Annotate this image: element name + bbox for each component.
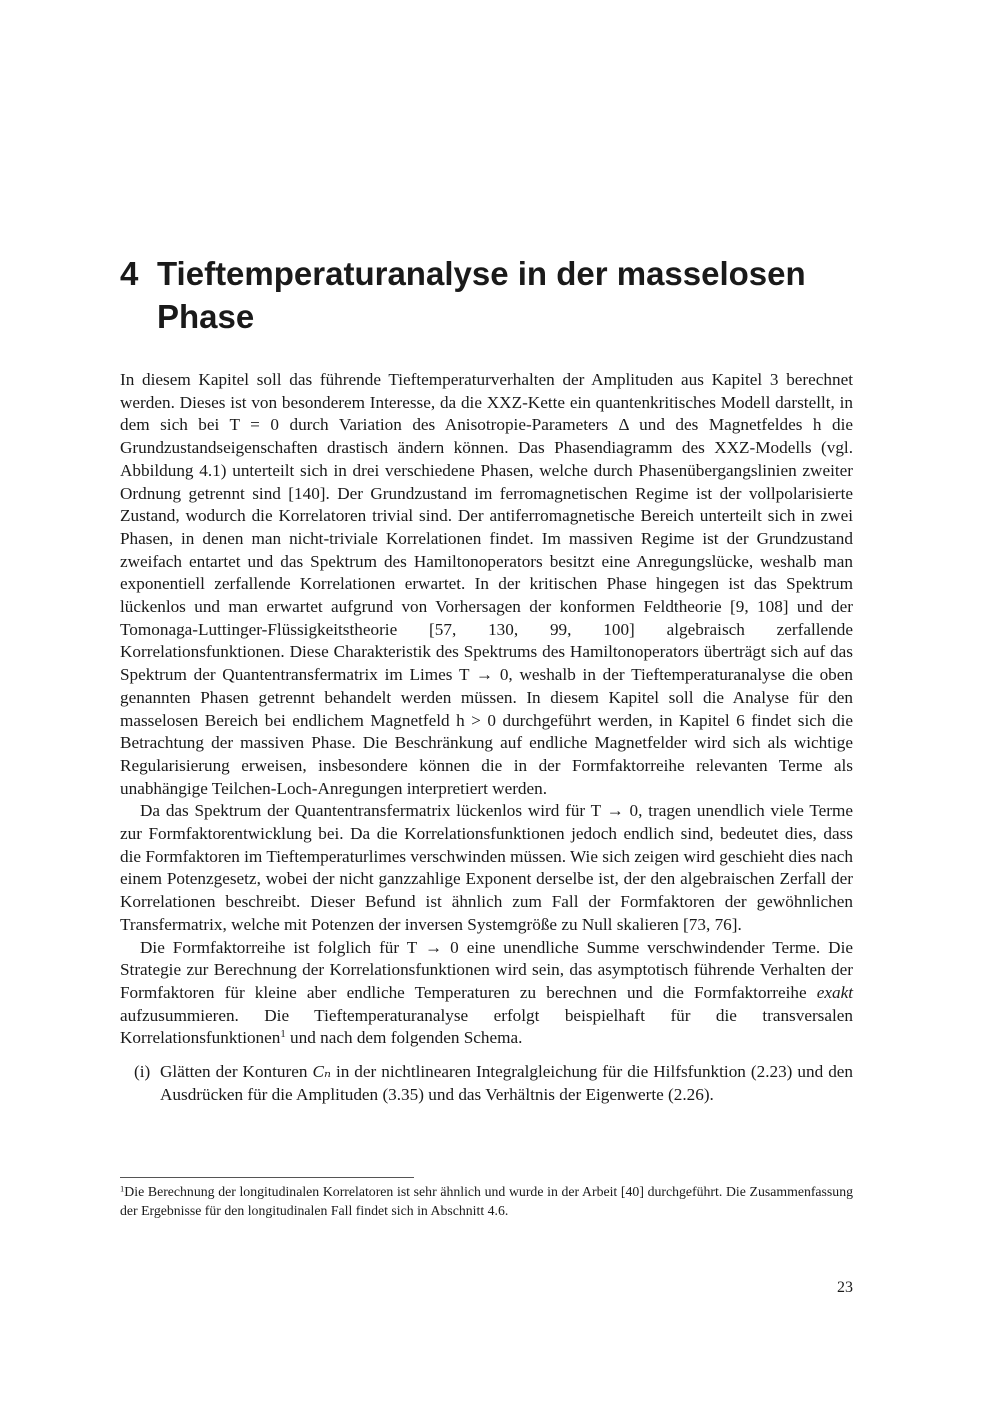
list-item [120,1061,853,1106]
footnote-mark: 1 [120,1183,125,1194]
list-item-math: Cₙ [312,1062,331,1082]
paragraph-strategy-start: Die Formfaktorreihe ist folglich für T → 0 eine unendliche Summe verschwindender Terme. Die Strategie zur Berechnung der Korrelationsfunktionen wird sein, das asymptotisch führende Verhalten der Formfaktoren für kleine aber endliche Temperaturen zu berechnen und die Formfaktorreihe [120,937,853,1002]
paragraph-strategy [120,937,853,1051]
footnote [120,1182,853,1220]
chapter-title: Tieftemperaturanalyse in der masselosen Phase [157,255,806,335]
list-item-text-after: in der nichtlinearen Integralgleichung für die Hilfsfunktion (2.23) und den Ausdrücken für die Amplituden (3.35) und das Verhältnis der Eigenwerte (2.26). [160,1062,854,1104]
list-item-marker: (i) [134,1062,151,1082]
page-number: 23 [837,1279,853,1296]
paragraph-spectrum: Da das Spektrum der Quantentransfermatrix lückenlos wird für T → 0, tragen unendlich viele Terme zur Formfaktorentwicklung bei. Da die Korrelationsfunktionen jedoch endlich sind, bedeutet dies, dass die Formfaktoren im Tieftemperaturlimes verschwinden müssen. Wie sich zeigen wird geschieht dies nach einem Potenzgesetz, wobei der nicht ganzzahlige Exponent derselbe ist, der den algebraischen Zerfall der Korrelationen beschreibt. Dieser Befund ist ähnlich zum Fall der Formfaktoren der gewöhnlichen Transfermatrix, welche mit Potenzen der inversen Systemgröße zu Null skalieren [73, 76]. [120,801,853,934]
list-item-text-before: Glätten der Konturen [160,1062,308,1082]
footnote-reference[interactable]: 1 [280,1029,286,1041]
emphasis-exakt: exakt [816,982,853,1002]
footnote-text: Die Berechnung der longitudinalen Korrelatoren ist sehr ähnlich und wurde in der Arbeit [40] durchgeführt. Die Zusammenfassung der Ergebnisse für den longitudinalen Fall findet sich in Abschnitt 4.6. [120,1184,853,1218]
body-text [120,369,853,1107]
footnote-divider [120,1177,414,1178]
chapter-heading [120,252,860,338]
paragraph-intro: In diesem Kapitel soll das führende Tieftemperaturverhalten der Amplituden aus Kapitel 3 berechnet werden. Dieses ist von besonderem Interesse, da die XXZ-Kette ein quantenkritisches Modell darstellt, in dem sich bei T = 0 durch Variation des Anisotropie-Parameters Δ und des Magnetfeldes h die Grundzustandseigenschaften drastisch ändern können. Das Phasendiagramm des XXZ-Modells (vgl. Abbildung 4.1) unterteilt sich in drei verschiedene Phasen, welche durch Phasenübergangslinien zweiter Ordnung getrennt sind [140]. Der Grundzustand im ferromagnetischen Regime ist der vollpolarisierte Zustand, wodurch die Korrelatoren trivial sind. Der antiferromagnetische Bereich unterteilt sich in zwei Phasen, in denen man nicht-triviale Korrelationen findet. Im massiven Regime ist der Grundzustand zweifach entartet und das Spektrum des Hamiltonoperators besitzt eine Anregungslücke, weshalb man exponentiell zerfallende Korrelationen erwartet. In der kritischen Phase hingegen ist das Spektrum lückenlos und man erwartet aufgrund von Vorhersagen der konformen Feldtheorie [9, 108] und der Tomonaga-Luttinger-Flüssigkeitstheorie [57, 130, 99, 100] algebraisch zerfallende Korrelationsfunktionen. Diese Charakteristik des Spektrums des Hamiltonoperators überträgt sich auf das Spektrum der Quantentransfermatrix im Limes T → 0, weshalb in der Tieftemperaturanalyse die oben genannten Phasen getrennt behandelt werden müssen. In diesem Kapitel soll die Analyse für den masselosen Bereich bei endlichem Magnetfeld h > 0 durchgeführt werden, in Kapitel 6 findet sich die Betrachtung der massiven Phase. Die Beschränkung auf endliche Magnetfelder wird sich als wichtige Regularisierung erweisen, insbesondere können die in der Formfaktorreihe relevanten Terme als unabhängige Teilchen-Loch-Anregungen interpretiert werden. [120,370,853,798]
chapter-number: 4 [120,255,139,292]
paragraph-strategy-end: und nach dem folgenden Schema. [290,1028,523,1048]
paragraph-strategy-tail: aufzusummieren. Die Tieftemperaturanalyse erfolgt beispielhaft für die transversalen Korrelationsfunktionen [120,1005,853,1048]
